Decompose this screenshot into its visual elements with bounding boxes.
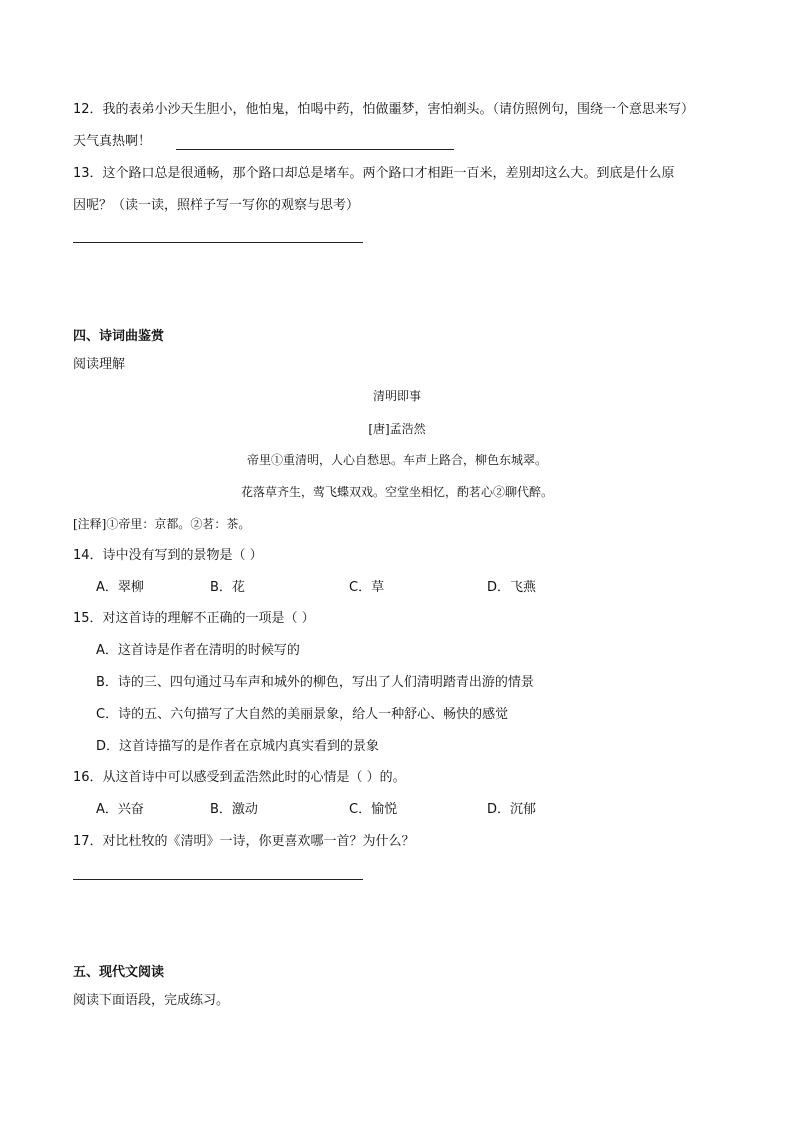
q14-option-d[interactable]: D．飞燕 bbox=[487, 580, 537, 595]
q16-option-b[interactable]: B．激动 bbox=[210, 802, 258, 817]
q17-answer-line[interactable] bbox=[73, 879, 363, 880]
q15-option-a[interactable]: A．这首诗是作者在清明的时候写的 bbox=[96, 643, 300, 658]
q14-stem: 14．诗中没有写到的景物是（ ） bbox=[73, 548, 263, 563]
q16-option-c[interactable]: C．愉悦 bbox=[349, 802, 398, 817]
q12-answer-line[interactable] bbox=[176, 149, 454, 150]
poem-author: [唐]孟浩然 bbox=[368, 422, 426, 436]
q16-option-a[interactable]: A．兴奋 bbox=[96, 802, 144, 817]
q13-answer-line[interactable] bbox=[73, 242, 363, 243]
q13-text-line2: 因呢？（读一读，照样子写一写你的观察与思考） bbox=[73, 198, 360, 213]
q14-option-a[interactable]: A．翠柳 bbox=[96, 580, 144, 595]
poem-line-1: 帝里①重清明，人心自愁思。车声上路合，柳色东城翠。 bbox=[246, 453, 547, 467]
section4-title: 四、诗词曲鉴赏 bbox=[73, 329, 165, 344]
poem-line-2: 花落草齐生，莺飞蝶双戏。空堂坐相忆，酌茗心②聊代醉。 bbox=[240, 485, 553, 499]
q12-prompt: 天气真热啊！ bbox=[73, 134, 152, 149]
q12-text: 12．我的表弟小沙天生胆小，他怕鬼，怕喝中药，怕做噩梦，害怕剃头。（请仿照例句，围绕一个意思来写） bbox=[73, 102, 695, 117]
q13-text-line1: 13．这个路口总是很通畅，那个路口却总是堵车。两个路口才相距一百米，差别却这么大。到底是什么原 bbox=[73, 166, 675, 181]
poem-note: [注释]①帝里：京都。②茗：茶。 bbox=[73, 517, 251, 531]
q15-option-d[interactable]: D．这首诗描写的是作者在京城内真实看到的景象 bbox=[96, 739, 380, 754]
q14-option-b[interactable]: B．花 bbox=[210, 580, 245, 595]
q15-option-c[interactable]: C．诗的五、六句描写了大自然的美丽景象，给人一种舒心、畅快的感觉 bbox=[96, 707, 509, 722]
q15-option-b[interactable]: B．诗的三、四句通过马车声和城外的柳色，写出了人们清明踏青出游的情景 bbox=[96, 675, 534, 690]
section5-subtitle: 阅读下面语段，完成练习。 bbox=[73, 993, 230, 1008]
q16-option-d[interactable]: D．沉郁 bbox=[487, 802, 537, 817]
q15-stem: 15．对这首诗的理解不正确的一项是（ ） bbox=[73, 611, 315, 626]
q16-stem: 16．从这首诗中可以感受到孟浩然此时的心情是（ ）的。 bbox=[73, 770, 406, 785]
q17-stem: 17．对比杜牧的《清明》一诗，你更喜欢哪一首？为什么？ bbox=[73, 834, 415, 849]
q14-option-c[interactable]: C．草 bbox=[349, 580, 385, 595]
poem-title: 清明即事 bbox=[372, 389, 421, 403]
section5-title: 五、现代文阅读 bbox=[73, 965, 165, 980]
section4-subtitle: 阅读理解 bbox=[73, 357, 126, 372]
